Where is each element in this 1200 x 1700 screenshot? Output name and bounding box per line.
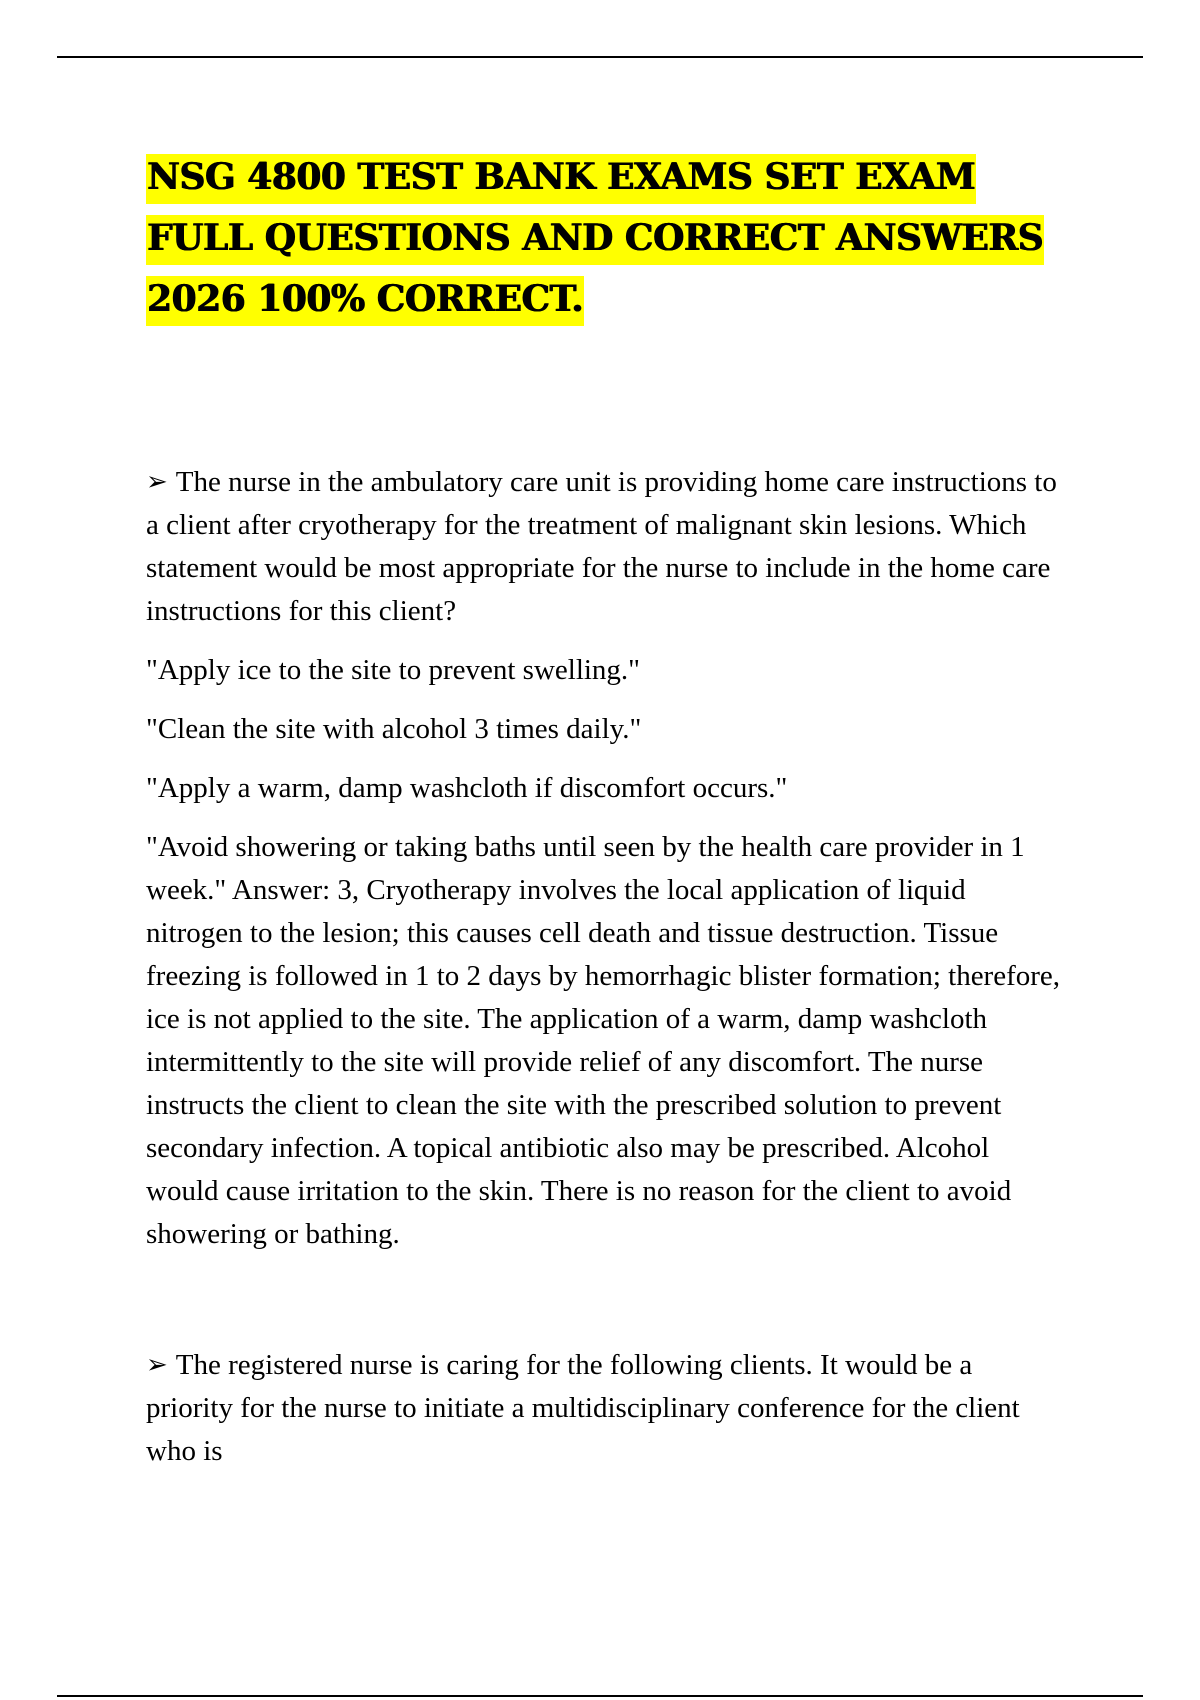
document-body xyxy=(146,461,1066,1489)
question-stem xyxy=(146,1344,1066,1473)
title-line: FULL QUESTIONS AND CORRECT ANSWERS xyxy=(146,208,1086,269)
arrow-bullet-icon: ➢ xyxy=(146,1350,168,1380)
question-stem xyxy=(146,461,1066,633)
title-line: NSG 4800 TEST BANK EXAMS SET EXAM xyxy=(146,147,1086,208)
question-text: The registered nurse is caring for the following clients. It would be a priority for the nurse to initiate a multidisciplinary conference for the client who is xyxy=(146,1349,1020,1467)
question-block xyxy=(146,1344,1066,1473)
arrow-bullet-icon: ➢ xyxy=(146,467,168,497)
answer-option: "Clean the site with alcohol 3 times daily." xyxy=(146,713,642,745)
question-text: The nurse in the ambulatory care unit is providing home care instructions to a client after cryotherapy for the treatment of malignant skin lesions. Which statement would be most appropriate for the nurse to include in the home care instructions for this client? xyxy=(146,466,1057,627)
answer-option-with-rationale: "Avoid showering or taking baths until seen by the health care provider in 1 week." Answer: 3, Cryotherapy involves the local application of liquid nitrogen to the lesion; this causes cell death and tissue destruction. Tissue freezing is followed in 1 to 2 days by hemorrhagic blister formation; therefore, ice is not applied to the site. The application of a warm, damp washcloth intermittently to the site will provide relief of any discomfort. The nurse instructs the client to clean the site with the prescribed solution to prevent secondary infection. A topical antibiotic also may be prescribed. Alcohol would cause irritation to the skin. There is no reason for the client to avoid showering or bathing. xyxy=(146,831,1061,1250)
answer-option: "Apply a warm, damp washcloth if discomfort occurs." xyxy=(146,772,788,804)
bottom-divider xyxy=(57,1695,1143,1697)
answer-option: "Apply ice to the site to prevent swelling." xyxy=(146,654,641,686)
title-line: 2026 100% CORRECT. xyxy=(146,269,1086,330)
top-divider xyxy=(57,56,1143,58)
document-title xyxy=(146,147,1086,330)
question-block xyxy=(146,461,1066,1256)
